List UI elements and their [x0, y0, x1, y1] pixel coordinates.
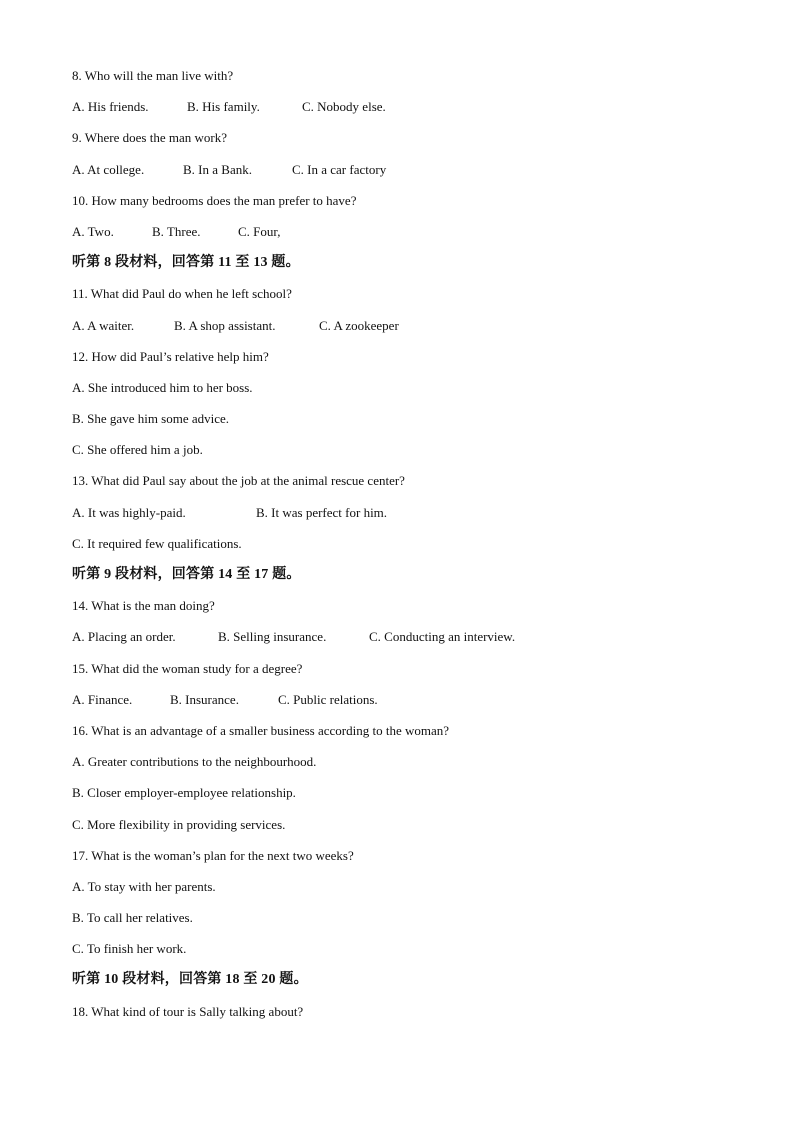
answer-option: C. Nobody else.	[302, 99, 386, 115]
text-line: 10. How many bedrooms does the man prefer to have?	[72, 192, 357, 208]
text-line: 11. What did Paul do when he left school?	[72, 286, 292, 302]
answer-option: A. At college.	[72, 161, 145, 177]
answer-option: B. Insurance.	[170, 691, 239, 707]
text-line: 17. What is the woman’s plan for the next two weeks?	[72, 847, 354, 863]
text-line: B. She gave him some advice.	[72, 411, 230, 427]
text-line: 8. Who will the man live with?	[72, 68, 234, 83]
text-line: 15. What did the woman study for a degree?	[72, 660, 303, 676]
answer-option: C. Conducting an interview.	[369, 629, 516, 645]
answer-option: A. Placing an order.	[72, 629, 176, 645]
options-row	[72, 222, 732, 253]
options-row	[72, 97, 732, 128]
options-row	[72, 690, 732, 721]
answer-option: C. Four,	[238, 223, 281, 239]
text-line: 13. What did Paul say about the job at the animal rescue center?	[72, 473, 405, 489]
answer-option: B. Three.	[152, 223, 201, 239]
section-heading: 听第 8 段材料，回答第 11 至 13 题。	[72, 255, 300, 271]
answer-option: A. It was highly-paid.	[72, 504, 186, 520]
text-line: C. She offered him a job.	[72, 442, 203, 458]
answer-option: A. Finance.	[72, 691, 133, 707]
options-row	[72, 627, 732, 658]
answer-option: A. A waiter.	[72, 317, 135, 333]
answer-option: A. Two.	[72, 223, 114, 239]
answer-option: B. A shop assistant.	[174, 317, 276, 333]
text-line: 16. What is an advantage of a smaller business according to the woman?	[72, 722, 450, 738]
answer-option: B. Selling insurance.	[218, 629, 327, 645]
answer-option: C. In a car factory	[292, 161, 387, 177]
options-row	[72, 160, 732, 191]
options-row	[72, 503, 732, 534]
text-line: 12. How did Paul’s relative help him?	[72, 348, 269, 364]
answer-option: C. A zookeeper	[319, 317, 399, 333]
text-line: C. More flexibility in providing services.	[72, 816, 286, 832]
exam-page	[72, 66, 732, 1033]
options-row	[72, 316, 732, 347]
text-line: B. To call her relatives.	[72, 910, 193, 926]
text-line: 14. What is the man doing?	[72, 598, 215, 614]
answer-option: C. Public relations.	[278, 691, 378, 707]
answer-option: B. It was perfect for him.	[256, 504, 388, 520]
text-line: A. Greater contributions to the neighbourhood.	[72, 754, 317, 770]
text-line: C. To finish her work.	[72, 941, 187, 957]
answer-option: A. His friends.	[72, 99, 149, 115]
text-line: B. Closer employer-employee relationship.	[72, 785, 296, 801]
text-line: 18. What kind of tour is Sally talking about?	[72, 1003, 304, 1019]
section-heading: 听第 10 段材料，回答第 18 至 20 题。	[72, 972, 308, 988]
text-line: A. To stay with her parents.	[72, 878, 216, 894]
text-line: 9. Where does the man work?	[72, 130, 227, 146]
answer-option: B. In a Bank.	[183, 161, 252, 177]
text-line: C. It required few qualifications.	[72, 535, 242, 551]
answer-option: B. His family.	[187, 99, 260, 115]
text-line: A. She introduced him to her boss.	[72, 379, 253, 395]
section-heading: 听第 9 段材料，回答第 14 至 17 题。	[72, 567, 301, 582]
